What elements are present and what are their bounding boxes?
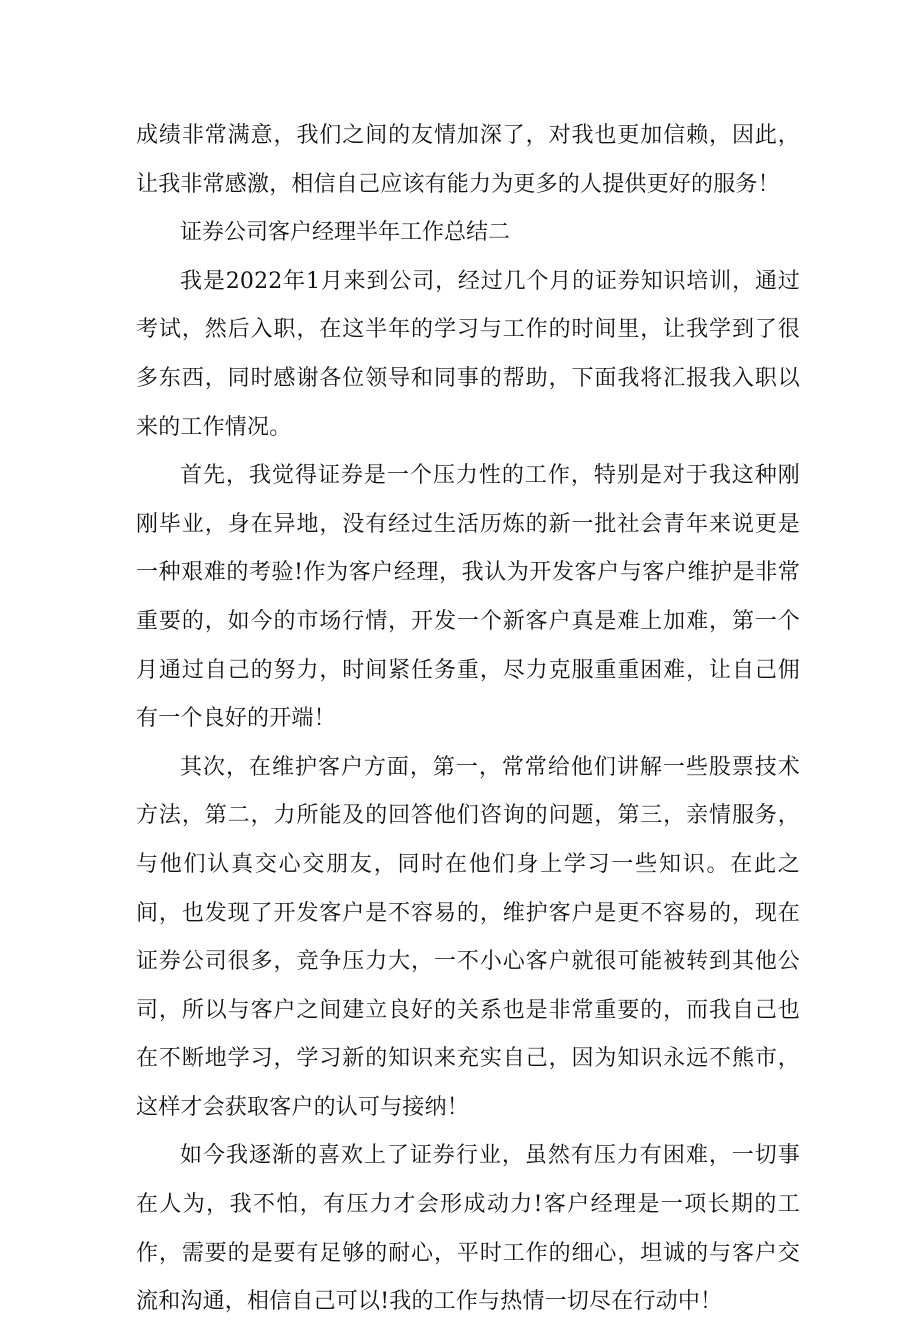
paragraph-second: 其次，在维护客户方面，第一，常常给他们讲解一些股票技术方法，第二，力所能及的回答他们咨询的问题，第三，亲情服务，与他们认真交心交朋友，同时在他们身上学习一些知识。在此之间，也发现了开发客户是不容易的，维护客户是更不容易的，现在证券公司很多，竞争压力大，一不小心客户就很可能被转到其他公司，所以与客户之间建立良好的关系也是非常重要的，而我自己也在不断地学习，学习新的知识来充实自己，因为知识永远不熊市，这样才会获取客户的认可与接纳！ xyxy=(136,754,800,1120)
paragraph-continuation: 成绩非常满意，我们之间的友情加深了，对我也更加信赖，因此，让我非常感激，相信自己应该有能力为更多的人提供更好的服务！ xyxy=(136,123,800,197)
section-heading: 证券公司客户经理半年工作总结二 xyxy=(180,220,511,246)
document-page xyxy=(136,112,800,1327)
paragraph-intro: 我是2022年1月来到公司，经过几个月的证券知识培训，通过考试，然后入职，在这半年的学习与工作的时间里，让我学到了很多东西，同时感谢各位领导和同事的帮助，下面我将汇报我入职以来的工作情况。 xyxy=(136,268,800,440)
paragraph-first: 首先，我觉得证券是一个压力性的工作，特别是对于我这种刚刚毕业，身在异地，没有经过生活历炼的新一批社会青年来说更是一种艰难的考验!作为客户经理，我认为开发客户与客户维护是非常重要的，如今的市场行情，开发一个新客户真是难上加难，第一个月通过自己的努力，时间紧任务重，尽力克服重重困难，让自己佣有一个良好的开端！ xyxy=(136,463,800,732)
paragraph-conclusion: 如今我逐渐的喜欢上了证券行业，虽然有压力有困难，一切事在人为，我不怕，有压力才会形成动力!客户经理是一项长期的工作，需要的是要有足够的耐心，平时工作的细心，坦诚的与客户交流和沟通，相信自己可以!我的工作与热情一切尽在行动中！ xyxy=(136,1143,800,1315)
